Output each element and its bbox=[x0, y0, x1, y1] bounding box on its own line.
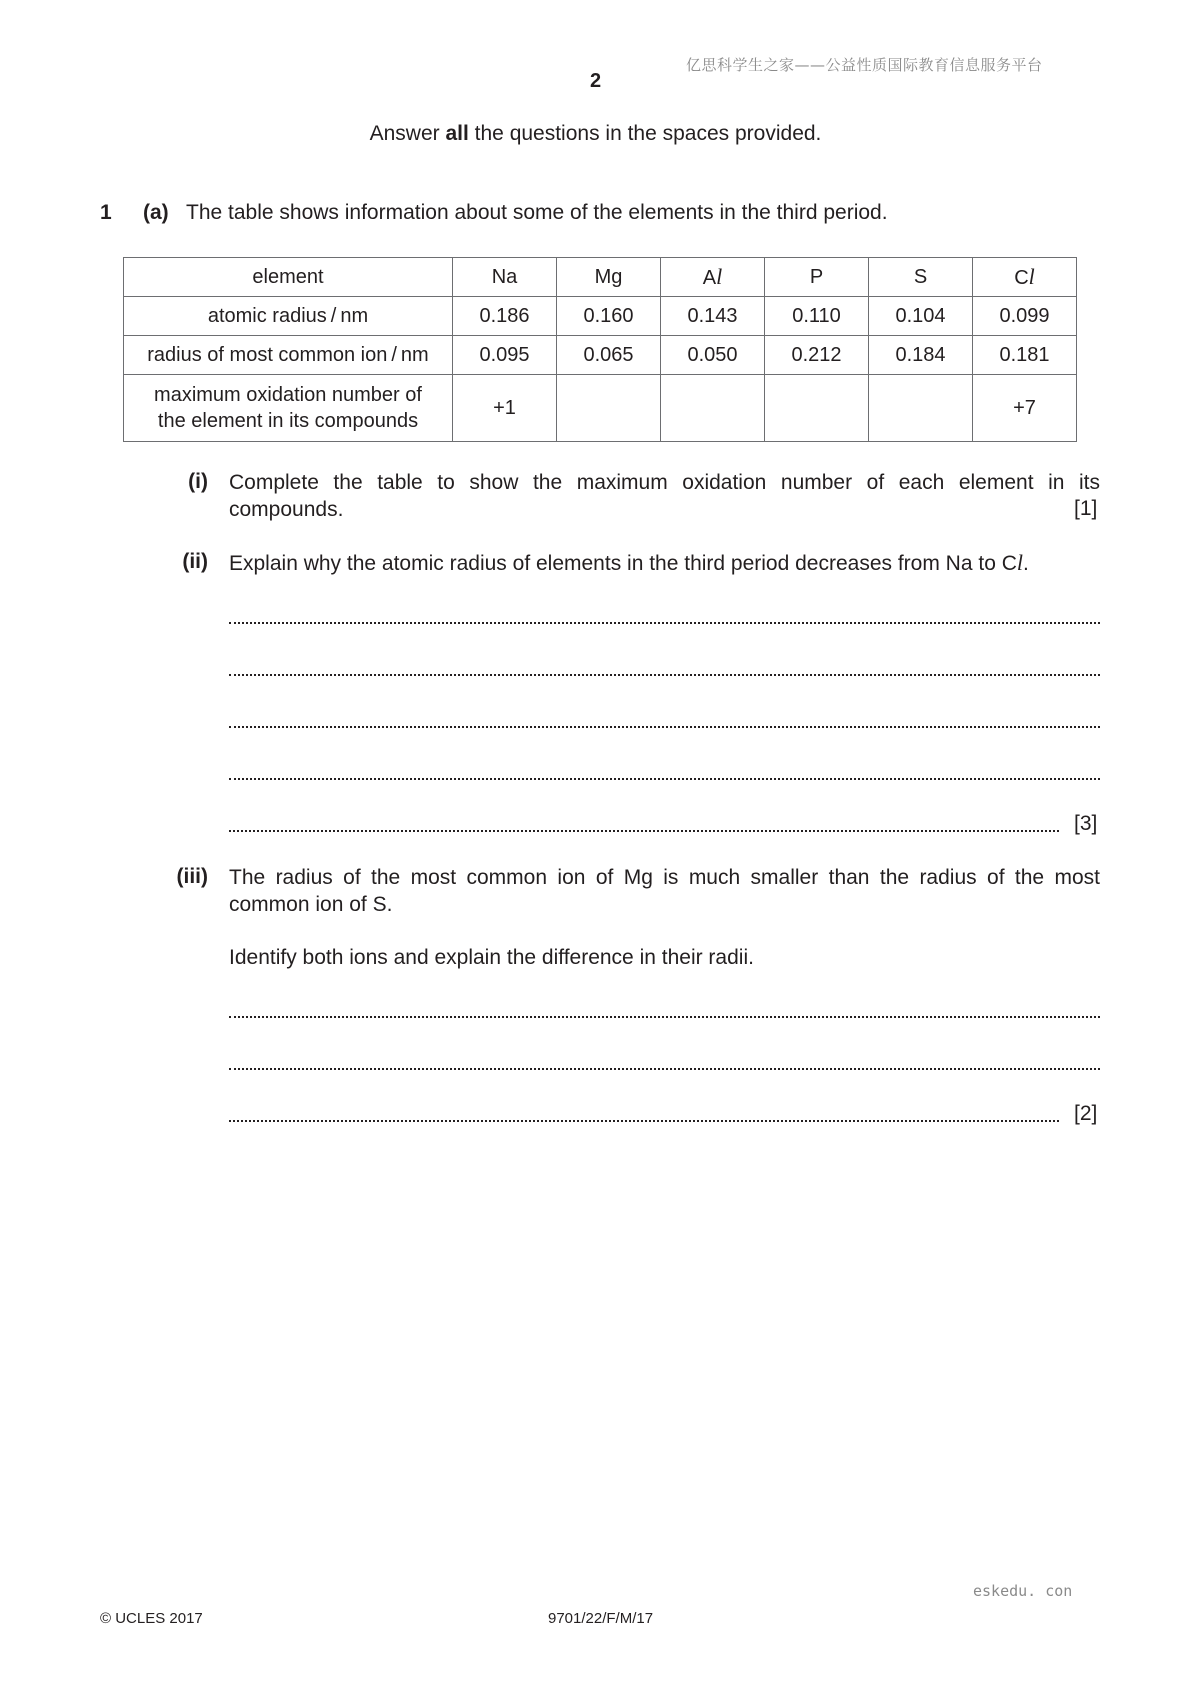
oxidation-answer-cell[interactable] bbox=[765, 375, 869, 442]
subpart-iii-line2: common ion of S. bbox=[229, 893, 393, 916]
element-symbol: Mg bbox=[594, 266, 623, 288]
row-header-atomic-radius: atomic radius / nm bbox=[124, 297, 453, 336]
oxidation-cell: +1 bbox=[453, 375, 557, 442]
element-cell bbox=[661, 258, 765, 297]
oxidation-answer-cell[interactable] bbox=[557, 375, 661, 442]
subpart-i-line1: Complete the table to show the maximum oxidation number of each element in its bbox=[229, 471, 1100, 494]
instructions-before: Answer bbox=[369, 122, 446, 145]
subpart-i-label: (i) bbox=[188, 470, 208, 493]
oxidation-answer-cell[interactable] bbox=[869, 375, 973, 442]
instructions bbox=[0, 122, 1191, 146]
element-symbol: Na bbox=[491, 266, 518, 288]
ionic-radius-cell: 0.181 bbox=[973, 336, 1077, 375]
atomic-radius-cell: 0.143 bbox=[661, 297, 765, 336]
atomic-radius-cell: 0.099 bbox=[973, 297, 1077, 336]
oxidation-cell: +7 bbox=[973, 375, 1077, 442]
answer-line[interactable] bbox=[229, 1066, 1100, 1070]
watermark-header: 亿思科学生之家——公益性质国际教育信息服务平台 bbox=[686, 56, 1043, 74]
instructions-after: the questions in the spaces provided. bbox=[468, 122, 822, 145]
answer-line[interactable] bbox=[229, 672, 1100, 676]
instructions-bold: all bbox=[445, 122, 469, 145]
answer-line[interactable] bbox=[229, 776, 1100, 780]
atomic-radius-cell: 0.110 bbox=[765, 297, 869, 336]
question-number: 1 bbox=[100, 201, 112, 224]
atomic-radius-cell: 0.186 bbox=[453, 297, 557, 336]
table-row-element bbox=[124, 258, 1077, 297]
table-row-atomic-radius bbox=[124, 297, 1077, 336]
footer-copyright: © UCLES 2017 bbox=[100, 1610, 203, 1627]
footer-paper-code: 9701/22/F/M/17 bbox=[548, 1610, 654, 1627]
table-row-ionic-radius bbox=[124, 336, 1077, 375]
row-header-oxidation-line2: the element in its compounds bbox=[157, 410, 419, 432]
subpart-iii-instruction: Identify both ions and explain the difference in their radii. bbox=[229, 946, 754, 969]
row-header-ionic-radius: radius of most common ion / nm bbox=[124, 336, 453, 375]
element-cell bbox=[557, 258, 661, 297]
question-part-label: (a) bbox=[143, 201, 169, 224]
element-symbol: A bbox=[702, 266, 717, 289]
element-symbol: C bbox=[1014, 266, 1029, 289]
element-symbol: S bbox=[913, 266, 928, 288]
subpart-iii-label: (iii) bbox=[176, 865, 208, 888]
element-cell bbox=[869, 258, 973, 297]
subpart-i-mark: [1] bbox=[1074, 497, 1098, 520]
subpart-iii-line1: The radius of the most common ion of Mg is much smaller than the radius of the most bbox=[229, 866, 1100, 889]
subpart-i-line2: compounds. bbox=[229, 498, 344, 521]
watermark-footer: eskedu. con bbox=[973, 1582, 1073, 1600]
subpart-ii-text-italic: l bbox=[1016, 550, 1024, 575]
subpart-ii-text-end: . bbox=[1023, 552, 1029, 575]
answer-line[interactable] bbox=[229, 828, 1059, 832]
element-cell bbox=[765, 258, 869, 297]
row-header-oxidation-line1: maximum oxidation number of bbox=[154, 384, 422, 406]
subpart-ii-mark: [3] bbox=[1074, 812, 1098, 835]
ionic-radius-cell: 0.065 bbox=[557, 336, 661, 375]
ionic-radius-cell: 0.212 bbox=[765, 336, 869, 375]
element-symbol: P bbox=[809, 266, 824, 288]
table-row-oxidation-number bbox=[124, 375, 1077, 442]
element-cell bbox=[973, 258, 1077, 297]
element-symbol-italic: l bbox=[716, 263, 723, 289]
page-number: 2 bbox=[589, 70, 602, 92]
subpart-ii-text bbox=[229, 549, 1029, 577]
ionic-radius-cell: 0.050 bbox=[661, 336, 765, 375]
atomic-radius-cell: 0.160 bbox=[557, 297, 661, 336]
element-data-table bbox=[123, 257, 1077, 442]
answer-line[interactable] bbox=[229, 724, 1100, 728]
element-cell bbox=[453, 258, 557, 297]
question-stem: The table shows information about some of the elements in the third period. bbox=[186, 201, 888, 224]
answer-line[interactable] bbox=[229, 1014, 1100, 1018]
answer-line[interactable] bbox=[229, 620, 1100, 624]
ionic-radius-cell: 0.095 bbox=[453, 336, 557, 375]
row-header-element: element bbox=[124, 258, 453, 297]
subpart-ii-label: (ii) bbox=[182, 550, 208, 573]
ionic-radius-cell: 0.184 bbox=[869, 336, 973, 375]
atomic-radius-cell: 0.104 bbox=[869, 297, 973, 336]
answer-line[interactable] bbox=[229, 1118, 1059, 1122]
row-header-oxidation-number bbox=[124, 375, 453, 442]
element-symbol-italic: l bbox=[1028, 263, 1035, 289]
subpart-ii-text-main: Explain why the atomic radius of elements in the third period decreases from Na to C bbox=[229, 552, 1017, 575]
oxidation-answer-cell[interactable] bbox=[661, 375, 765, 442]
subpart-iii-mark: [2] bbox=[1074, 1102, 1098, 1125]
